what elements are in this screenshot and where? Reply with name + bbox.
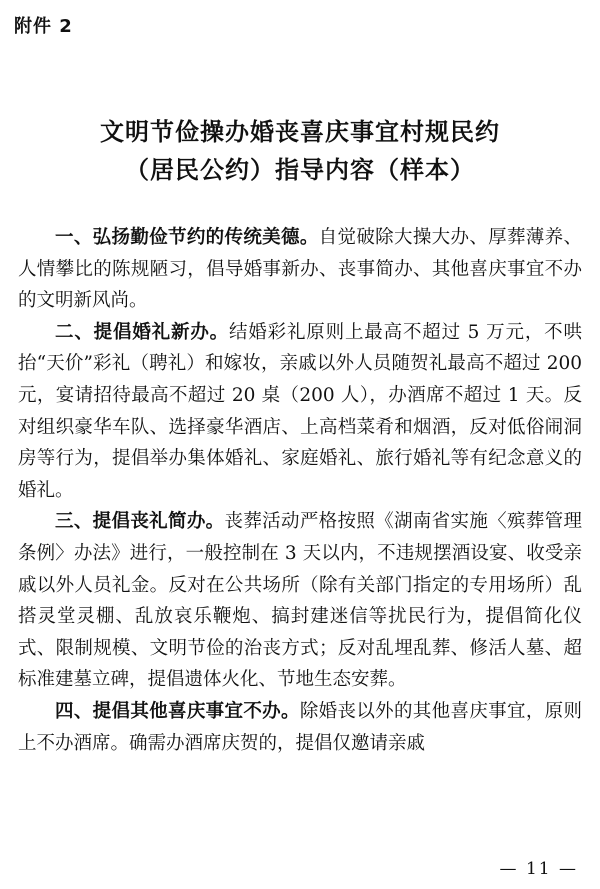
section-heading: 一、弘扬勤俭节约的传统美德。 xyxy=(55,227,319,248)
section-3 xyxy=(18,506,582,696)
section-body: 结婚彩礼原则上最高不超过 5 万元，不哄抬“天价”彩礼（聘礼）和嫁妆，亲戚以外人员随贺礼最高不超过 200 元，宴请招待最高不超过 20 桌（200 人），办酒席不超过 1 天。反对组织豪华车队、选择豪华酒店、上高档菜肴和烟酒，反对低俗闹洞房等行为，提倡举办集体婚礼、家庭婚礼、旅行婚礼等有纪念意义的婚礼。 xyxy=(18,321,583,501)
section-body: 丧葬活动严格按照《湖南省实施〈殡葬管理条例〉办法》进行，一般控制在 3 天以内，不违规摆酒设宴、收受亲戚以外人员礼金。反对在公共场所（除有关部门指定的专用场所）乱搭灵堂灵棚、乱放哀乐鞭炮、搞封建迷信等扰民行为，提倡简化仪式、限制规模、文明节俭的治丧方式；反对乱埋乱葬、修活人墓、超标准建墓立碑，提倡遗体火化、节地生态安葬。 xyxy=(18,511,582,691)
section-1 xyxy=(18,222,582,317)
page-number: — 11 — xyxy=(499,859,578,879)
section-body: 自觉破除大操大办、厚葬薄养、人情攀比的陈规陋习，倡导婚事新办、丧事简办、其他喜庆事宜不办的文明新风尚。 xyxy=(18,227,582,312)
section-heading: 二、提倡婚礼新办。 xyxy=(55,321,229,343)
document-title-line-1: 文明节俭操办婚丧喜庆事宜村规民约 xyxy=(100,117,500,146)
section-body: 除婚丧以外的其他喜庆事宜，原则上不办酒席。确需办酒席庆贺的，提倡仅邀请亲戚 xyxy=(18,700,582,754)
document-body xyxy=(18,222,582,759)
section-2 xyxy=(18,317,582,507)
attachment-label: 附件 2 xyxy=(14,16,73,37)
section-heading: 四、提倡其他喜庆事宜不办。 xyxy=(55,700,300,722)
section-heading: 三、提倡丧礼简办。 xyxy=(55,511,225,533)
document-title-line-2: （居民公约）指导内容（样本） xyxy=(125,155,475,184)
section-4 xyxy=(18,696,582,759)
